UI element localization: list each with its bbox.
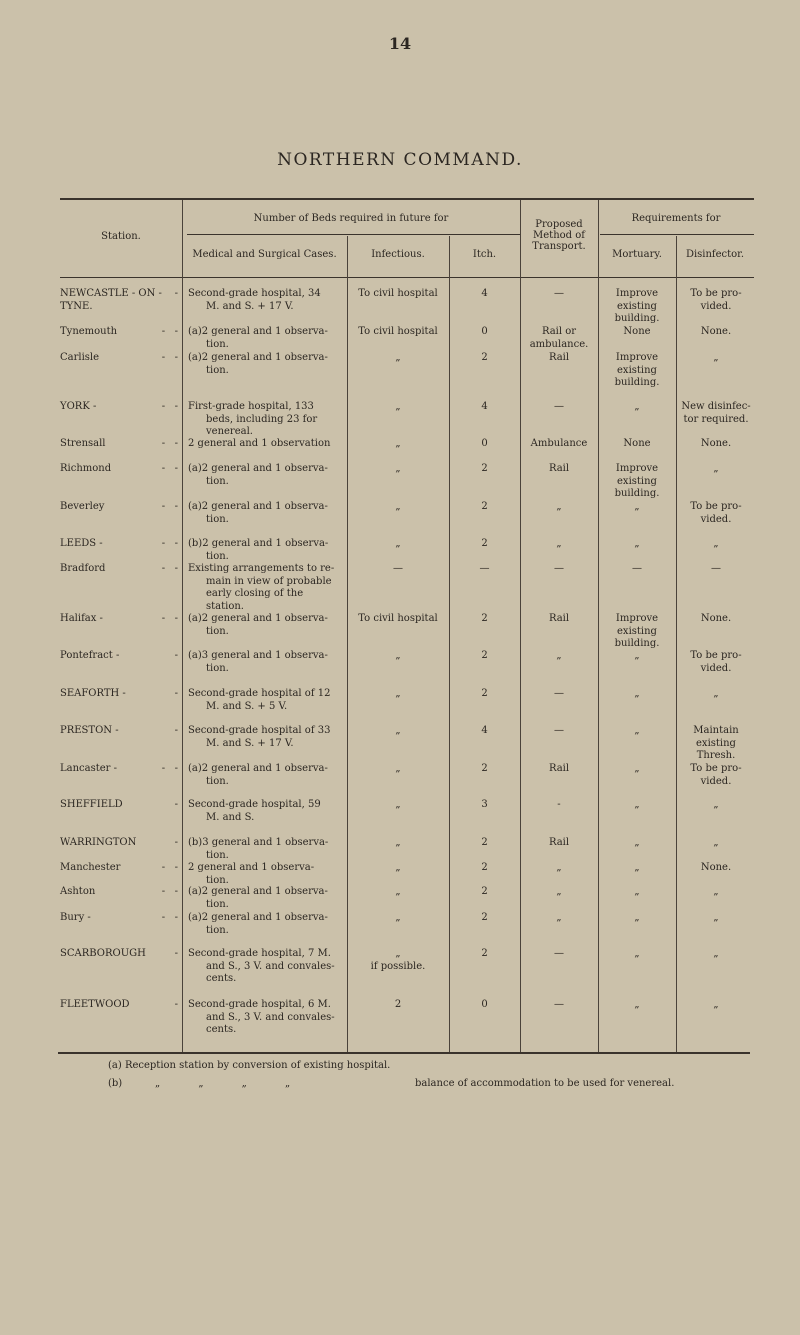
cell-infectious: To civil hospital (358, 613, 438, 624)
station-leader-dashes: - - (161, 886, 178, 897)
table-bottom-rule (58, 1052, 750, 1054)
cell-itch: 3 (481, 799, 488, 810)
cell-medical: Second-grade hospital, 6 M. and S., 3 V. and convales- cents. (188, 999, 335, 1036)
station-leader-dashes: - - (161, 613, 178, 624)
cell-station: Richmond (60, 463, 112, 474)
cell-medical: (a)2 general and 1 observa- tion. (188, 886, 328, 910)
cell-station: Manchester (60, 862, 121, 873)
cell-disinfector: To be pro- vided. (690, 288, 742, 312)
cell-mortuary: „ (634, 538, 640, 549)
cell-mortuary: „ (634, 912, 640, 923)
cell-transport: — (554, 999, 564, 1010)
cell-infectious: „ (395, 688, 401, 699)
header-requirements-group: Requirements for (631, 213, 721, 224)
station-leader-dashes: - (174, 837, 178, 848)
cell-itch: 4 (481, 288, 488, 299)
cell-disinfector: None. (700, 438, 732, 449)
header-infectious: Infectious. (371, 249, 425, 260)
cell-transport: Rail (548, 463, 570, 474)
cell-disinfector: To be pro- vided. (690, 650, 742, 674)
cell-mortuary: „ (634, 688, 640, 699)
cell-mortuary: Improve existing building. (614, 288, 660, 325)
cell-itch: 0 (481, 438, 488, 449)
cell-disinfector: „ (713, 999, 719, 1010)
cell-station: FLEETWOOD (60, 999, 130, 1010)
cell-infectious: 2 (394, 999, 402, 1010)
cell-medical: (a)2 general and 1 observa- tion. (188, 501, 328, 525)
cell-medical: Second-grade hospital, 34 M. and S. + 17 V. (188, 288, 321, 312)
station-leader-dashes: - - (161, 563, 178, 574)
cell-itch: 2 (481, 352, 488, 363)
cell-infectious: „ (395, 401, 401, 412)
cell-station: Beverley (60, 501, 105, 512)
station-leader-dashes: - (174, 948, 178, 959)
station-leader-dashes: - - (161, 538, 178, 549)
cell-medical: (a)2 general and 1 observa- tion. (188, 613, 328, 637)
cell-station: Strensall (60, 438, 106, 449)
cell-itch: 2 (481, 613, 488, 624)
cell-station: Bury - (60, 912, 91, 923)
cell-station: YORK - (60, 401, 97, 412)
cell-disinfector: „ (713, 688, 719, 699)
footnote-a: (a) Reception station by conversion of existing hospital. (108, 1060, 391, 1071)
station-leader-dashes: - (174, 725, 178, 736)
cell-medical: (a)2 general and 1 observa- tion. (188, 463, 328, 487)
station-leader-dashes: - - (161, 501, 178, 512)
cell-transport: — (554, 725, 564, 736)
cell-disinfector: „ (713, 463, 719, 474)
cell-mortuary: „ (634, 725, 640, 736)
cell-disinfector: Maintain existing Thresh. (693, 725, 739, 762)
station-leader-dashes: - - (161, 862, 178, 873)
cell-mortuary: „ (634, 401, 640, 412)
cell-infectious: „ (395, 538, 401, 549)
cell-itch: 2 (481, 862, 488, 873)
column-divider (182, 200, 183, 1052)
station-leader-dashes: - (174, 799, 178, 810)
cell-station: NEWCASTLE - ON - TYNE. (60, 288, 162, 312)
station-leader-dashes: - - (161, 326, 178, 337)
cell-infectious: „ (395, 799, 401, 810)
cell-infectious: „ (395, 886, 401, 897)
cell-infectious: „ (395, 912, 401, 923)
page-title: NORTHERN COMMAND. (277, 150, 523, 170)
cell-station: PRESTON - (60, 725, 119, 736)
cell-mortuary: — (632, 563, 642, 574)
cell-disinfector: To be pro- vided. (690, 501, 742, 525)
cell-medical: Second-grade hospital of 33 M. and S. + 17 V. (188, 725, 331, 749)
cell-transport: Rail or ambulance. (529, 326, 589, 350)
page-number: 14 (388, 34, 412, 53)
cell-transport: „ (556, 912, 562, 923)
cell-infectious: „ (395, 650, 401, 661)
cell-infectious: „ (395, 862, 401, 873)
station-leader-dashes: - - (161, 912, 178, 923)
cell-disinfector: „ (713, 352, 719, 363)
cell-mortuary: Improve existing building. (614, 463, 660, 500)
cell-itch: 0 (481, 999, 488, 1010)
cell-disinfector: „ (713, 538, 719, 549)
header-station: Station. (101, 231, 141, 242)
cell-itch: 2 (481, 538, 488, 549)
cell-itch: 2 (481, 501, 488, 512)
cell-transport: — (554, 948, 564, 959)
cell-infectious: „ if possible. (370, 948, 426, 972)
cell-medical: (a)2 general and 1 observa- tion. (188, 352, 328, 376)
cell-mortuary: Improve existing building. (614, 352, 660, 389)
cell-medical: (a)2 general and 1 observa- tion. (188, 763, 328, 787)
station-leader-dashes: - (174, 650, 178, 661)
cell-station: LEEDS - (60, 538, 103, 549)
cell-itch: 4 (481, 725, 488, 736)
cell-disinfector: To be pro- vided. (690, 763, 742, 787)
cell-infectious: „ (395, 763, 401, 774)
cell-transport: — (554, 563, 564, 574)
cell-itch: 2 (481, 886, 488, 897)
cell-transport: Rail (548, 763, 570, 774)
cell-transport: Rail (548, 613, 570, 624)
cell-transport: „ (556, 862, 562, 873)
cell-station: Carlisle (60, 352, 100, 363)
station-leader-dashes: - (174, 999, 178, 1010)
cell-station: Pontefract - (60, 650, 120, 661)
cell-itch: 2 (481, 463, 488, 474)
cell-itch: 2 (481, 912, 488, 923)
cell-infectious: „ (395, 725, 401, 736)
cell-infectious: — (393, 563, 403, 574)
cell-disinfector: New disinfec- tor required. (681, 401, 751, 425)
cell-station: Bradford (60, 563, 106, 574)
cell-mortuary: „ (634, 501, 640, 512)
cell-disinfector: „ (713, 886, 719, 897)
cell-mortuary: None (623, 326, 651, 337)
header-bottom-rule (60, 277, 754, 278)
cell-mortuary: „ (634, 837, 640, 848)
cell-station: WARRINGTON (60, 837, 137, 848)
cell-medical: (a)2 general and 1 observa- tion. (188, 912, 328, 936)
cell-medical: Second-grade hospital, 7 M. and S., 3 V. and convales- cents. (188, 948, 335, 985)
cell-disinfector: None. (700, 862, 732, 873)
cell-disinfector: „ (713, 912, 719, 923)
station-leader-dashes: - - (161, 463, 178, 474)
cell-transport: „ (556, 886, 562, 897)
cell-mortuary: „ (634, 650, 640, 661)
cell-itch: 2 (481, 948, 488, 959)
cell-transport: Rail (548, 837, 570, 848)
cell-infectious: „ (395, 463, 401, 474)
cell-medical: (b)2 general and 1 observa- tion. (188, 538, 329, 562)
station-leader-dashes: - - (161, 401, 178, 412)
cell-station: Tynemouth (60, 326, 118, 337)
cell-station: Ashton (60, 886, 96, 897)
cell-medical: First-grade hospital, 133 beds, including 23 for venereal. (188, 401, 318, 438)
cell-itch: 2 (481, 688, 488, 699)
cell-transport: - (557, 799, 561, 810)
cell-infectious: To civil hospital (358, 326, 438, 337)
cell-transport: — (554, 401, 564, 412)
table-top-rule (60, 198, 754, 200)
cell-medical: 2 general and 1 observa- tion. (188, 862, 315, 886)
cell-station: Lancaster - (60, 763, 118, 774)
cell-station: Halifax - (60, 613, 103, 624)
header-medical: Medical and Surgical Cases. (192, 249, 337, 260)
cell-medical: (a)3 general and 1 observa- tion. (188, 650, 328, 674)
header-transport: Proposed Method of Transport. (532, 219, 586, 252)
cell-mortuary: „ (634, 763, 640, 774)
station-leader-dashes: - (174, 688, 178, 699)
cell-transport: — (554, 288, 564, 299)
cell-medical: Second-grade hospital of 12 M. and S. + 5 V. (188, 688, 331, 712)
station-leader-dashes: - (174, 288, 178, 299)
cell-itch: 2 (481, 650, 488, 661)
cell-itch: 0 (481, 326, 488, 337)
cell-infectious: „ (395, 837, 401, 848)
cell-mortuary: „ (634, 999, 640, 1010)
cell-infectious: „ (395, 438, 401, 449)
cell-itch: — (479, 563, 490, 574)
cell-infectious: To civil hospital (358, 288, 438, 299)
cell-mortuary: None (623, 438, 651, 449)
cell-disinfector: None. (700, 613, 732, 624)
cell-itch: 2 (481, 763, 488, 774)
cell-station: SCARBOROUGH (60, 948, 146, 959)
cell-disinfector: „ (713, 837, 719, 848)
cell-transport: Rail (548, 352, 570, 363)
header-beds-group: Number of Beds required in future for (253, 213, 449, 224)
cell-mortuary: „ (634, 886, 640, 897)
cell-mortuary: „ (634, 862, 640, 873)
cell-disinfector: — (711, 563, 721, 574)
cell-disinfector: „ (713, 799, 719, 810)
footnote-b-text: balance of accommodation to be used for venereal. (415, 1078, 675, 1089)
cell-disinfector: None. (700, 326, 732, 337)
cell-itch: 4 (481, 401, 488, 412)
station-leader-dashes: - - (161, 438, 178, 449)
cell-mortuary: „ (634, 799, 640, 810)
cell-medical: (a)2 general and 1 observa- tion. (188, 326, 328, 350)
cell-medical: Second-grade hospital, 59 M. and S. (188, 799, 321, 823)
cell-itch: 2 (481, 837, 488, 848)
cell-medical: (b)3 general and 1 observa- tion. (188, 837, 329, 861)
cell-transport: Ambulance (530, 438, 588, 449)
footnote-b-mark: (b) (108, 1078, 123, 1089)
beds-subheader-rule (187, 234, 520, 235)
station-leader-dashes: - - (161, 763, 178, 774)
station-leader-dashes: - - (161, 352, 178, 363)
cell-medical: Existing arrangements to re- main in view of probable early closing of the station. (188, 563, 335, 612)
cell-mortuary: Improve existing building. (614, 613, 660, 650)
cell-infectious: „ (395, 352, 401, 363)
cell-disinfector: „ (713, 948, 719, 959)
cell-station: SEAFORTH - (60, 688, 126, 699)
footnote-b-ditto: „ „ „ „ (155, 1078, 291, 1089)
cell-transport: „ (556, 650, 562, 661)
header-itch: Itch. (472, 249, 497, 260)
cell-transport: „ (556, 501, 562, 512)
cell-transport: — (554, 688, 564, 699)
header-mortuary: Mortuary. (612, 249, 662, 260)
cell-mortuary: „ (634, 948, 640, 959)
cell-transport: „ (556, 538, 562, 549)
header-disinfector: Disinfector. (685, 249, 745, 260)
cell-station: SHEFFIELD (60, 799, 123, 810)
cell-infectious: „ (395, 501, 401, 512)
requirements-subheader-rule (600, 234, 754, 235)
cell-medical: 2 general and 1 observation (188, 438, 331, 449)
